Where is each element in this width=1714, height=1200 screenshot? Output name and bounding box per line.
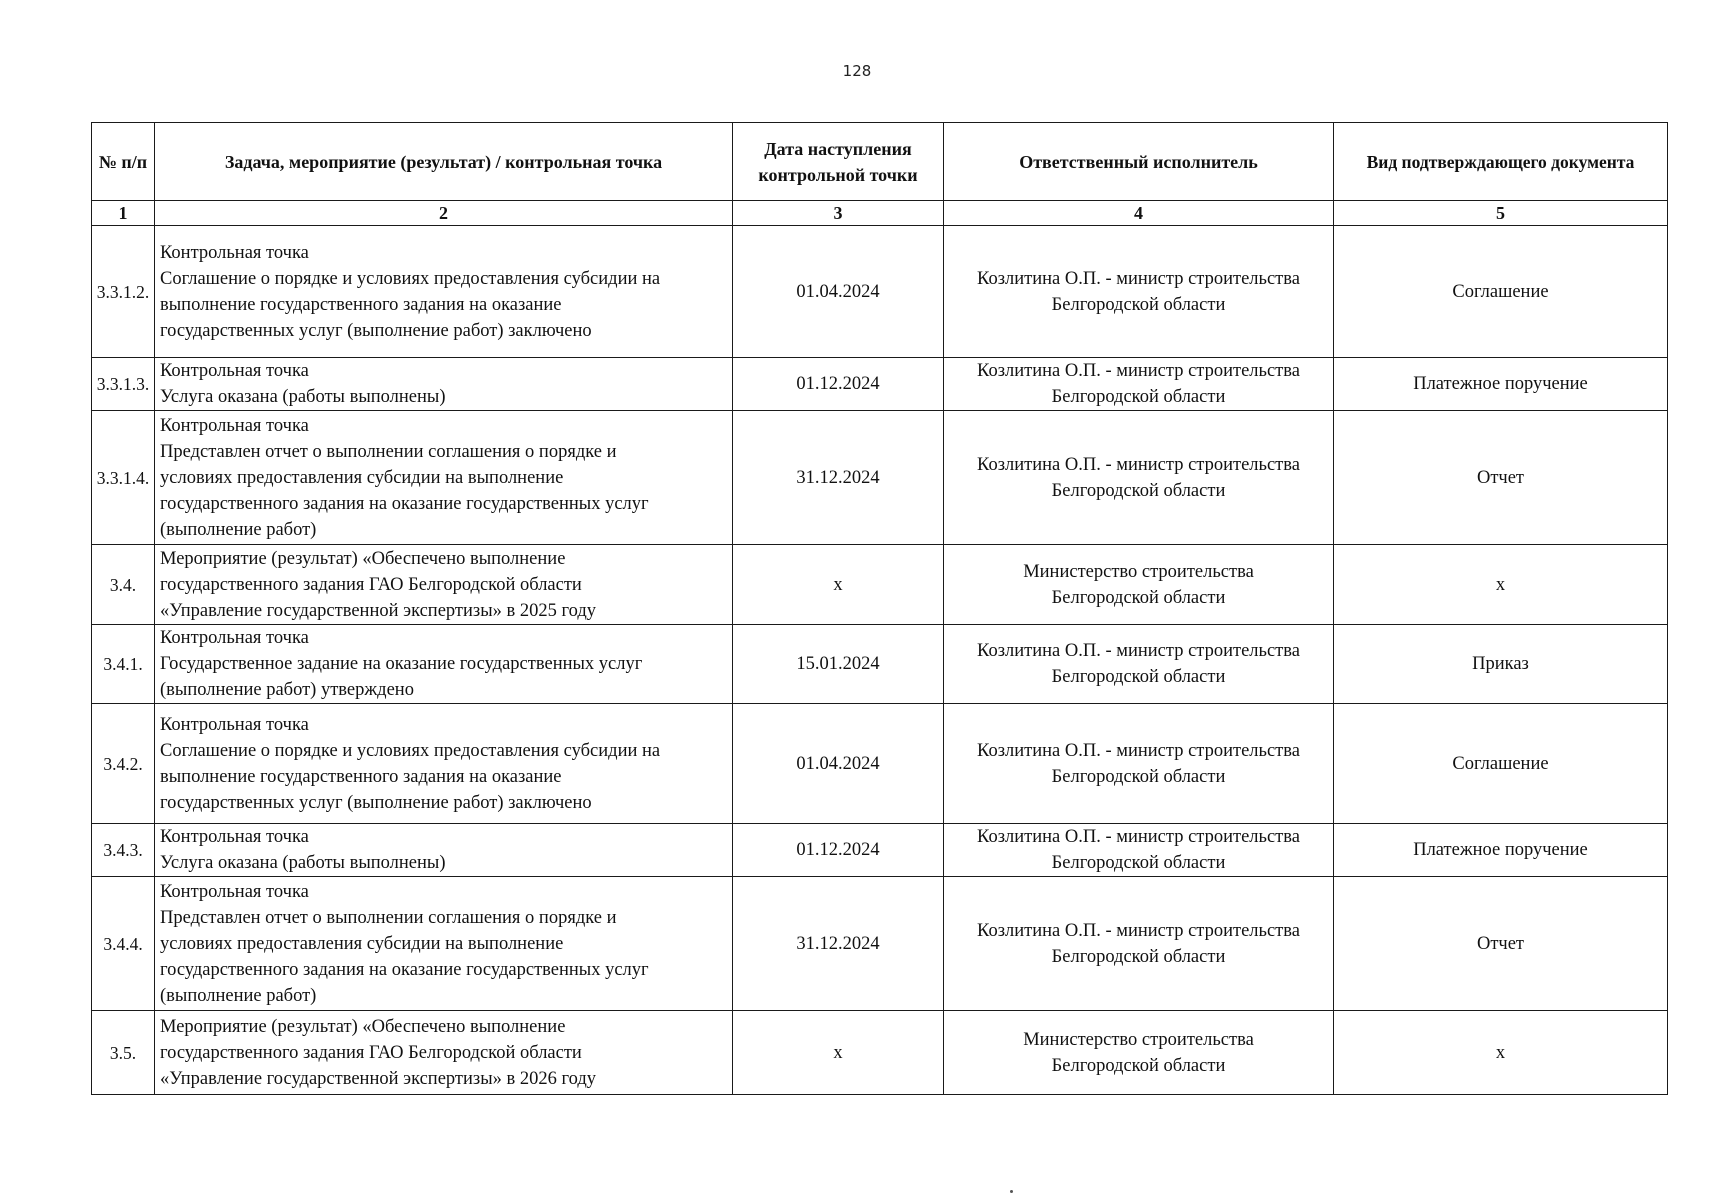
task-line: условиях предоставления субсидии на выполнение	[160, 933, 564, 954]
table-body	[92, 226, 1668, 1095]
row-number: 3.4.	[92, 545, 155, 625]
task-line: Государственное задание на оказание государственных услуг	[160, 654, 643, 674]
table-row	[92, 824, 1668, 877]
task-line: государственного задания ГАО Белгородской области	[160, 1042, 582, 1063]
task-line: государственного задания ГАО Белгородской области	[160, 574, 582, 595]
task-line: Мероприятие (результат) «Обеспечено выполнение	[160, 548, 566, 569]
responsible-line: Белгородской области	[1051, 853, 1226, 873]
row-number: 3.4.4.	[92, 877, 155, 1011]
date-cell: x	[733, 1011, 944, 1095]
table-row	[92, 1011, 1668, 1095]
task-cell	[155, 226, 733, 358]
row-number: 3.4.3.	[92, 824, 155, 877]
task-line: Контрольная точка	[160, 415, 309, 436]
table-row	[92, 545, 1668, 625]
table-row	[92, 704, 1668, 824]
task-line: государственных услуг (выполнение работ) заключено	[160, 792, 592, 813]
task-line: Контрольная точка	[160, 361, 309, 381]
table-row	[92, 411, 1668, 545]
responsible-line: Министерство строительства	[1023, 561, 1254, 582]
task-line: (выполнение работ)	[160, 519, 317, 540]
responsible-cell	[944, 877, 1334, 1011]
document-cell: Соглашение	[1334, 226, 1668, 358]
responsible-line: Белгородской области	[1051, 667, 1226, 687]
document-cell: Приказ	[1334, 625, 1668, 704]
header-task: Задача, мероприятие (результат) / контрольная точка	[155, 123, 733, 201]
table-header	[92, 123, 1668, 226]
date-cell: 01.12.2024	[733, 358, 944, 411]
task-line: Контрольная точка	[160, 242, 309, 263]
responsible-line: Белгородской области	[1051, 946, 1226, 967]
column-number: 5	[1334, 201, 1668, 226]
row-number: 3.4.2.	[92, 704, 155, 824]
task-line: (выполнение работ) утверждено	[160, 680, 414, 700]
task-line: Соглашение о порядке и условиях предоставления субсидии на	[160, 740, 661, 761]
row-number: 3.4.1.	[92, 625, 155, 704]
responsible-line: Белгородской области	[1051, 387, 1226, 407]
task-line: условиях предоставления субсидии на выполнение	[160, 467, 564, 488]
table-row	[92, 358, 1668, 411]
task-line: Контрольная точка	[160, 714, 309, 735]
task-line: Представлен отчет о выполнении соглашения о порядке и	[160, 907, 617, 928]
responsible-line: Белгородской области	[1051, 480, 1226, 501]
responsible-cell	[944, 1011, 1334, 1095]
task-cell	[155, 625, 733, 704]
task-cell	[155, 545, 733, 625]
task-line: выполнение государственного задания на оказание	[160, 766, 562, 787]
responsible-cell	[944, 704, 1334, 824]
task-line: государственных услуг (выполнение работ) заключено	[160, 320, 592, 341]
task-cell	[155, 704, 733, 824]
task-cell	[155, 358, 733, 411]
row-number: 3.5.	[92, 1011, 155, 1095]
responsible-line: Министерство строительства	[1023, 1029, 1254, 1050]
date-cell: 01.04.2024	[733, 226, 944, 358]
row-number: 3.3.1.2.	[92, 226, 155, 358]
responsible-cell	[944, 625, 1334, 704]
header-no: № п/п	[92, 123, 155, 201]
document-cell: Платежное поручение	[1334, 358, 1668, 411]
task-line: Представлен отчет о выполнении соглашения о порядке и	[160, 441, 617, 462]
header-row	[92, 123, 1668, 201]
column-number: 1	[92, 201, 155, 226]
responsible-line: Козлитина О.П. - министр строительства	[977, 454, 1300, 475]
page-number: 128	[842, 62, 872, 80]
task-line: Контрольная точка	[160, 628, 309, 648]
header-date	[733, 123, 944, 201]
column-number: 3	[733, 201, 944, 226]
task-line: Соглашение о порядке и условиях предоставления субсидии на	[160, 268, 661, 289]
date-cell: 31.12.2024	[733, 877, 944, 1011]
responsible-line: Козлитина О.П. - министр строительства	[977, 827, 1300, 847]
date-cell: 15.01.2024	[733, 625, 944, 704]
responsible-cell	[944, 824, 1334, 877]
responsible-line: Козлитина О.П. - министр строительства	[977, 641, 1300, 661]
document-cell: Платежное поручение	[1334, 824, 1668, 877]
table-row	[92, 226, 1668, 358]
task-cell	[155, 877, 733, 1011]
document-cell: Соглашение	[1334, 704, 1668, 824]
task-line: выполнение государственного задания на оказание	[160, 294, 562, 315]
task-line: «Управление государственной экспертизы» в 2025 году	[160, 600, 597, 621]
header-date-line: Дата наступления	[764, 138, 912, 159]
responsible-cell	[944, 545, 1334, 625]
task-line: «Управление государственной экспертизы» в 2026 году	[160, 1068, 597, 1089]
responsible-line: Белгородской области	[1051, 294, 1226, 315]
date-cell: 01.12.2024	[733, 824, 944, 877]
responsible-line: Козлитина О.П. - министр строительства	[977, 361, 1300, 381]
date-cell: x	[733, 545, 944, 625]
responsible-line: Белгородской области	[1051, 1055, 1226, 1076]
table-row	[92, 625, 1668, 704]
column-number-row	[92, 201, 1668, 226]
responsible-line: Козлитина О.П. - министр строительства	[977, 268, 1300, 289]
responsible-line: Белгородской области	[1051, 587, 1226, 608]
date-cell: 01.04.2024	[733, 704, 944, 824]
task-line: Услуга оказана (работы выполнены)	[160, 387, 446, 407]
header-date-line: контрольной точки	[758, 164, 918, 185]
task-cell	[155, 824, 733, 877]
task-line: Контрольная точка	[160, 881, 309, 902]
task-line: государственного задания на оказание государственных услуг	[160, 959, 649, 980]
task-cell	[155, 411, 733, 545]
date-cell: 31.12.2024	[733, 411, 944, 545]
scan-speck	[1010, 1190, 1013, 1193]
task-line: Услуга оказана (работы выполнены)	[160, 853, 446, 873]
document-cell: Отчет	[1334, 877, 1668, 1011]
document-cell: x	[1334, 545, 1668, 625]
column-number: 4	[944, 201, 1334, 226]
task-line: (выполнение работ)	[160, 985, 317, 1006]
responsible-line: Козлитина О.П. - министр строительства	[977, 920, 1300, 941]
responsible-line: Козлитина О.П. - министр строительства	[977, 740, 1300, 761]
control-points-table	[91, 122, 1668, 1095]
task-line: государственного задания на оказание государственных услуг	[160, 493, 649, 514]
task-line: Контрольная точка	[160, 827, 309, 847]
responsible-cell	[944, 358, 1334, 411]
document-cell: Отчет	[1334, 411, 1668, 545]
responsible-cell	[944, 411, 1334, 545]
row-number: 3.3.1.4.	[92, 411, 155, 545]
task-line: Мероприятие (результат) «Обеспечено выполнение	[160, 1016, 566, 1037]
row-number: 3.3.1.3.	[92, 358, 155, 411]
header-responsible: Ответственный исполнитель	[944, 123, 1334, 201]
column-number: 2	[155, 201, 733, 226]
table-row	[92, 877, 1668, 1011]
responsible-line: Белгородской области	[1051, 766, 1226, 787]
task-cell	[155, 1011, 733, 1095]
responsible-cell	[944, 226, 1334, 358]
document-cell: x	[1334, 1011, 1668, 1095]
header-document: Вид подтверждающего документа	[1334, 123, 1668, 201]
